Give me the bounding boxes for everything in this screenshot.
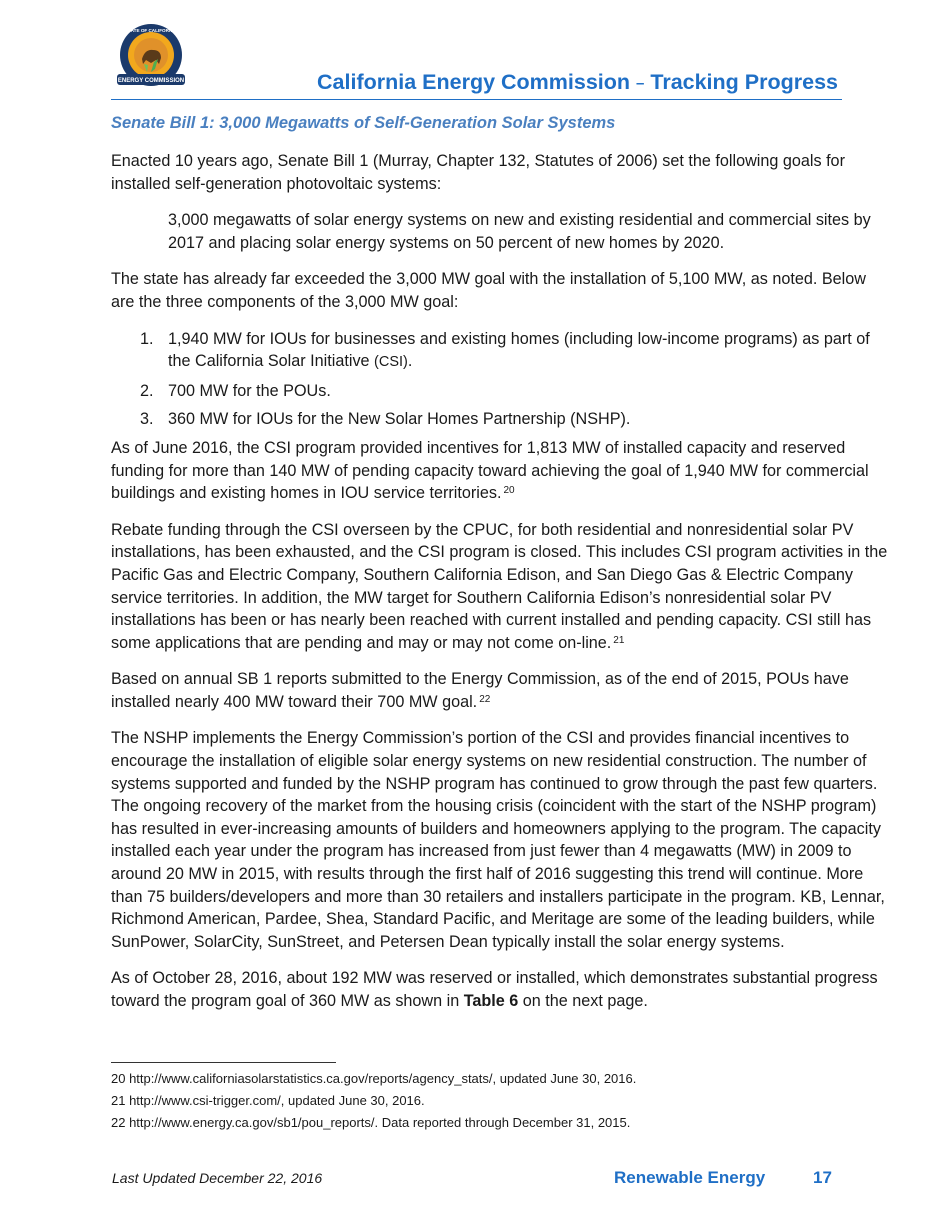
header-separator: –: [636, 75, 645, 92]
list-item: [111, 408, 893, 431]
section-heading: Senate Bill 1: 3,000 Megawatts of Self-Generation Solar Systems: [111, 114, 616, 132]
csi-status-text: As of June 2016, the CSI program provided incentives for 1,813 MW of installed capacity and reserved funding for more than 140 MW of pending capacity toward achieving the goal of 1,940 MW for commercial buildings and existing homes in IOU service territories.: [111, 438, 869, 503]
footnote-ref-21[interactable]: 21: [613, 634, 625, 646]
footer-section-name: Renewable Energy: [614, 1168, 766, 1187]
nshp-paragraph: The NSHP implements the Energy Commission’s portion of the CSI and provides financial incentives to encourage the installation of eligible solar energy systems on new residential construction. The number of systems supported and funded by the NSHP program has continued to grow through the past few quarters. The ongoing recovery of the market from the housing crisis (coincident with the start of the NSHP program) has resulted in ever-increasing amounts of builders and homeowners applying to the program. The capacity installed each year under the program has increased from just fewer than 4 megawatts (MW) in 2009 to around 20 MW in 2015, with results through the first half of 2016 suggesting this trend will continue. More than 75 builders/developers and more than 30 retailers and installers participate in the program. KB, Lennar, Richmond American, Pardee, Shea, Standard Pacific, and Meritage are some of the leading builders, while SunPower, SolarCity, SunStreet, and Petersen Dean typically install the solar energy systems.: [111, 729, 885, 951]
energy-commission-seal-logo: [111, 22, 191, 92]
footnote-divider: [111, 1062, 336, 1063]
table-6-reference: Table 6: [463, 992, 519, 1010]
pou-text: Based on annual SB 1 reports submitted to the Energy Commission, as of the end of 2015, POUs have installed nearly 400 MW toward their 700 MW goal.: [111, 670, 849, 711]
header-report: Tracking Progress: [650, 70, 838, 94]
goal-components-list: [111, 328, 893, 431]
rebate-paragraph: [111, 519, 893, 655]
header-org: California Energy Commission: [317, 70, 631, 94]
intro-paragraph: Enacted 10 years ago, Senate Bill 1 (Murray, Chapter 132, Statutes of 2006) set the following goals for installed self-generation photovoltaic systems:: [111, 152, 845, 193]
header-divider: [111, 99, 842, 100]
list-item: [111, 380, 893, 403]
list-item-text: 700 MW for the POUs.: [168, 381, 331, 400]
pou-paragraph: [111, 668, 893, 713]
list-item-text: 360 MW for IOUs for the New Solar Homes Partnership (NSHP).: [168, 410, 631, 429]
rebate-text: Rebate funding through the CSI overseen by the CPUC, for both residential and nonresidential solar PV installations, has been exhausted, and the CSI program is closed. This includes CSI program activities in the Pacific Gas and Electric Company, Southern California Edison, and San Diego Gas & Electric Company service territories. In addition, the MW target for Southern California Edison’s nonresidential solar PV installations has been or has nearly been reached with current installed and pending capacity. CSI still has some applications that are pending and may or may not come on-line.: [111, 520, 888, 652]
body-text: [111, 150, 893, 1027]
closing-text: As of October 28, 2016, about 192 MW was reserved or installed, which demonstrates substantial progress toward the program goal of 360 MW as shown in: [111, 969, 878, 1010]
footer-last-updated: Last Updated December 22, 2016: [112, 1170, 323, 1186]
goal-quote: 3,000 megawatts of solar energy systems on new and existing residential and commercial sites by 2017 and placing solar energy systems on 50 percent of new homes by 2020.: [168, 211, 871, 252]
header-title: [317, 70, 838, 95]
csi-status-paragraph: [111, 437, 893, 505]
list-item-number: 3.: [140, 410, 154, 429]
footnote-22: 22 http://www.energy.ca.gov/sb1/pou_reports/. Data reported through December 31, 2015.: [111, 1115, 631, 1130]
closing-text-end: on the next page.: [518, 992, 648, 1010]
footnotes: [111, 1071, 636, 1137]
page-number: 17: [813, 1168, 832, 1187]
footnote-ref-22[interactable]: 22: [479, 693, 491, 705]
logo-top-text: STATE OF CALIFORNIA: [125, 28, 177, 33]
footnote-21: 21 http://www.csi-trigger.com/, updated June 30, 2016.: [111, 1093, 425, 1108]
footnote-ref-20[interactable]: 20: [503, 485, 515, 497]
list-item-abbr: (CSI): [374, 354, 408, 371]
footnote-20: 20 http://www.californiasolarstatistics.ca.gov/reports/agency_stats/, updated June 30, 2016.: [111, 1071, 637, 1086]
list-item-end: .: [407, 352, 413, 371]
closing-paragraph: [111, 967, 893, 1012]
exceeded-paragraph: The state has already far exceeded the 3,000 MW goal with the installation of 5,100 MW, as noted. Below are the three components of the 3,000 MW goal:: [111, 270, 866, 311]
logo-bottom-text: ENERGY COMMISSION: [117, 78, 185, 84]
list-item-number: 2.: [140, 381, 154, 400]
list-item: [111, 328, 893, 374]
list-item-text: 1,940 MW for IOUs for businesses and existing homes (including low-income programs) as part of the California Solar Initiative: [168, 329, 870, 371]
list-item-number: 1.: [140, 329, 154, 348]
